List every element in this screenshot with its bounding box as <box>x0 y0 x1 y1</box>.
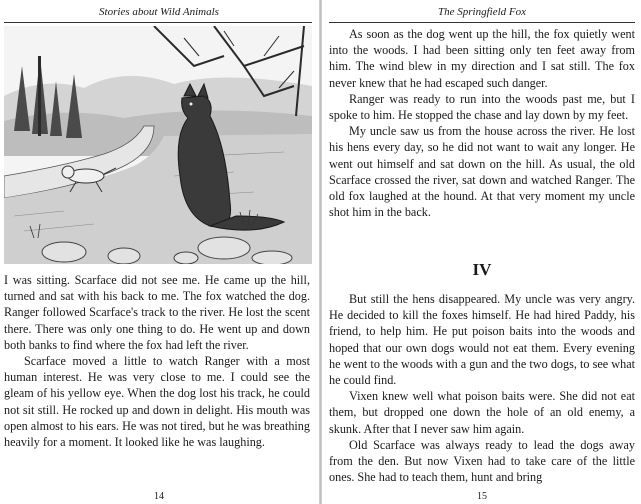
left-page-number: 14 <box>154 491 164 502</box>
paragraph: Scarface moved a little to watch Ranger with a most human interest. He was very close to me. I could see the gleam of his yellow eye. When the dog lost his track, he could not sit still. He rocked up and down in delight. His mouth was open almost to his ears. He was not tired, but he was breathing heavily for a moment. It looked like he was laughing. <box>4 354 310 450</box>
paragraph: As soon as the dog went up the hill, the fox quietly went into the woods. I had been sitting only ten feet away from him. The wind blew in my direction and I sat still. The fox never knew that he had escaped such danger. <box>329 27 635 90</box>
left-header-rule <box>4 22 312 23</box>
left-body-text <box>4 272 310 450</box>
paragraph: My uncle saw us from the house across the river. He lost his hens every day, so he did not want to wait any longer. He went out himself and sat down on the hill. As usual, the old Scarface crossed the river, sat down and watched Ranger. The old fox laughed at the hound. At that very moment my uncle shot him in the back. <box>329 124 635 220</box>
left-running-head: Stories about Wild Animals <box>99 6 219 18</box>
fox-illustration <box>4 26 312 264</box>
right-page-number: 15 <box>477 491 487 502</box>
paragraph: Ranger was ready to run into the woods past me, but I spoke to him. He stopped the chase and lay down by my feet. <box>329 91 635 123</box>
paragraph: Old Scarface was always ready to lead the dogs away from the den. But now Vixen had to take care of the little ones. She had to teach them, hunt and bring <box>329 437 635 485</box>
right-body-text-top <box>329 26 635 220</box>
paragraph: Vixen knew well what poison baits were. She did not eat them, but dropped one down the hole of an old enemy, a skunk. After that I never saw him again. <box>329 389 635 436</box>
left-page <box>0 0 318 504</box>
book-gutter <box>319 0 322 504</box>
chapter-heading: IV <box>472 260 492 279</box>
right-running-head: The Springfield Fox <box>438 6 526 18</box>
right-page <box>323 0 641 504</box>
right-header-rule <box>329 22 635 23</box>
right-body-text-bottom <box>329 291 635 485</box>
paragraph: I was sitting. Scarface did not see me. He came up the hill, turned and sat with his back to me. The fox watched the dog. Ranger followed Scarface's track to the river. He lost the scent there. There was only one thing to do. He went up and down both banks to find where the fox had left the river. <box>4 273 310 352</box>
paragraph: But still the hens disappeared. My uncle was very angry. He decided to kill the foxes himself. He had hired Paddy, his friend, to help him. He put poison baits into the woods and hoped that our own dogs would not eat them. Every evening he went to the woods with a gun and the two dogs, to see what he could find. <box>329 292 635 388</box>
